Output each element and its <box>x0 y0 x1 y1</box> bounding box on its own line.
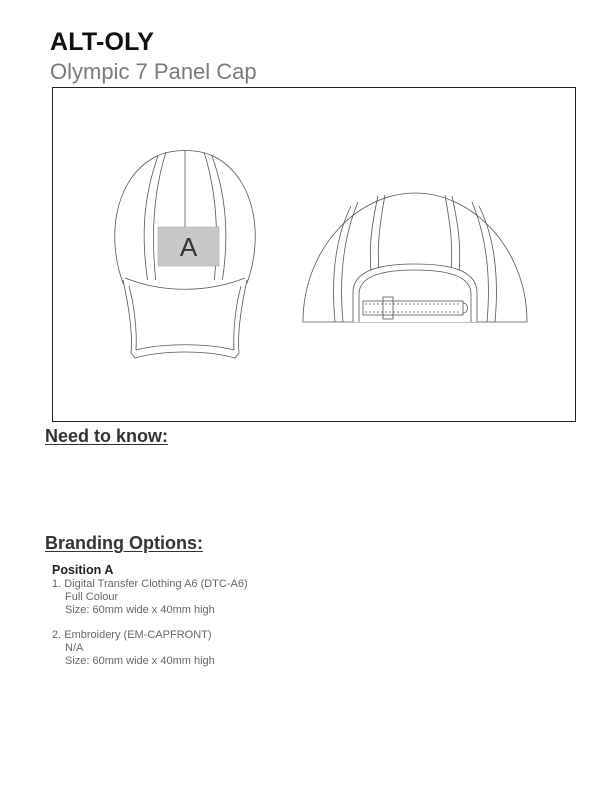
branding-option-label: 2. Embroidery (EM-CAPFRONT) <box>52 629 212 641</box>
product-code: ALT-OLY <box>50 28 155 56</box>
position-a-title: Position A <box>52 563 114 577</box>
branding-option-detail: Full Colour <box>65 591 119 603</box>
branding-option-1 <box>52 578 248 617</box>
branding-option-label: 1. Digital Transfer Clothing A6 (DTC-A6) <box>52 578 248 590</box>
branding-option-size: Size: 60mm wide x 40mm high <box>65 655 215 667</box>
need-to-know-heading: Need to know: <box>45 426 169 446</box>
branding-options-heading: Branding Options: <box>45 533 203 553</box>
branding-option-size: Size: 60mm wide x 40mm high <box>65 604 215 616</box>
product-name: Olympic 7 Panel Cap <box>50 59 257 84</box>
cap-back-view <box>303 193 527 322</box>
branding-option-detail: N/A <box>65 642 84 654</box>
branding-option-2 <box>52 629 215 668</box>
position-a-label: A <box>179 232 198 262</box>
cap-illustration <box>53 88 577 423</box>
product-illustration-frame <box>52 87 576 422</box>
